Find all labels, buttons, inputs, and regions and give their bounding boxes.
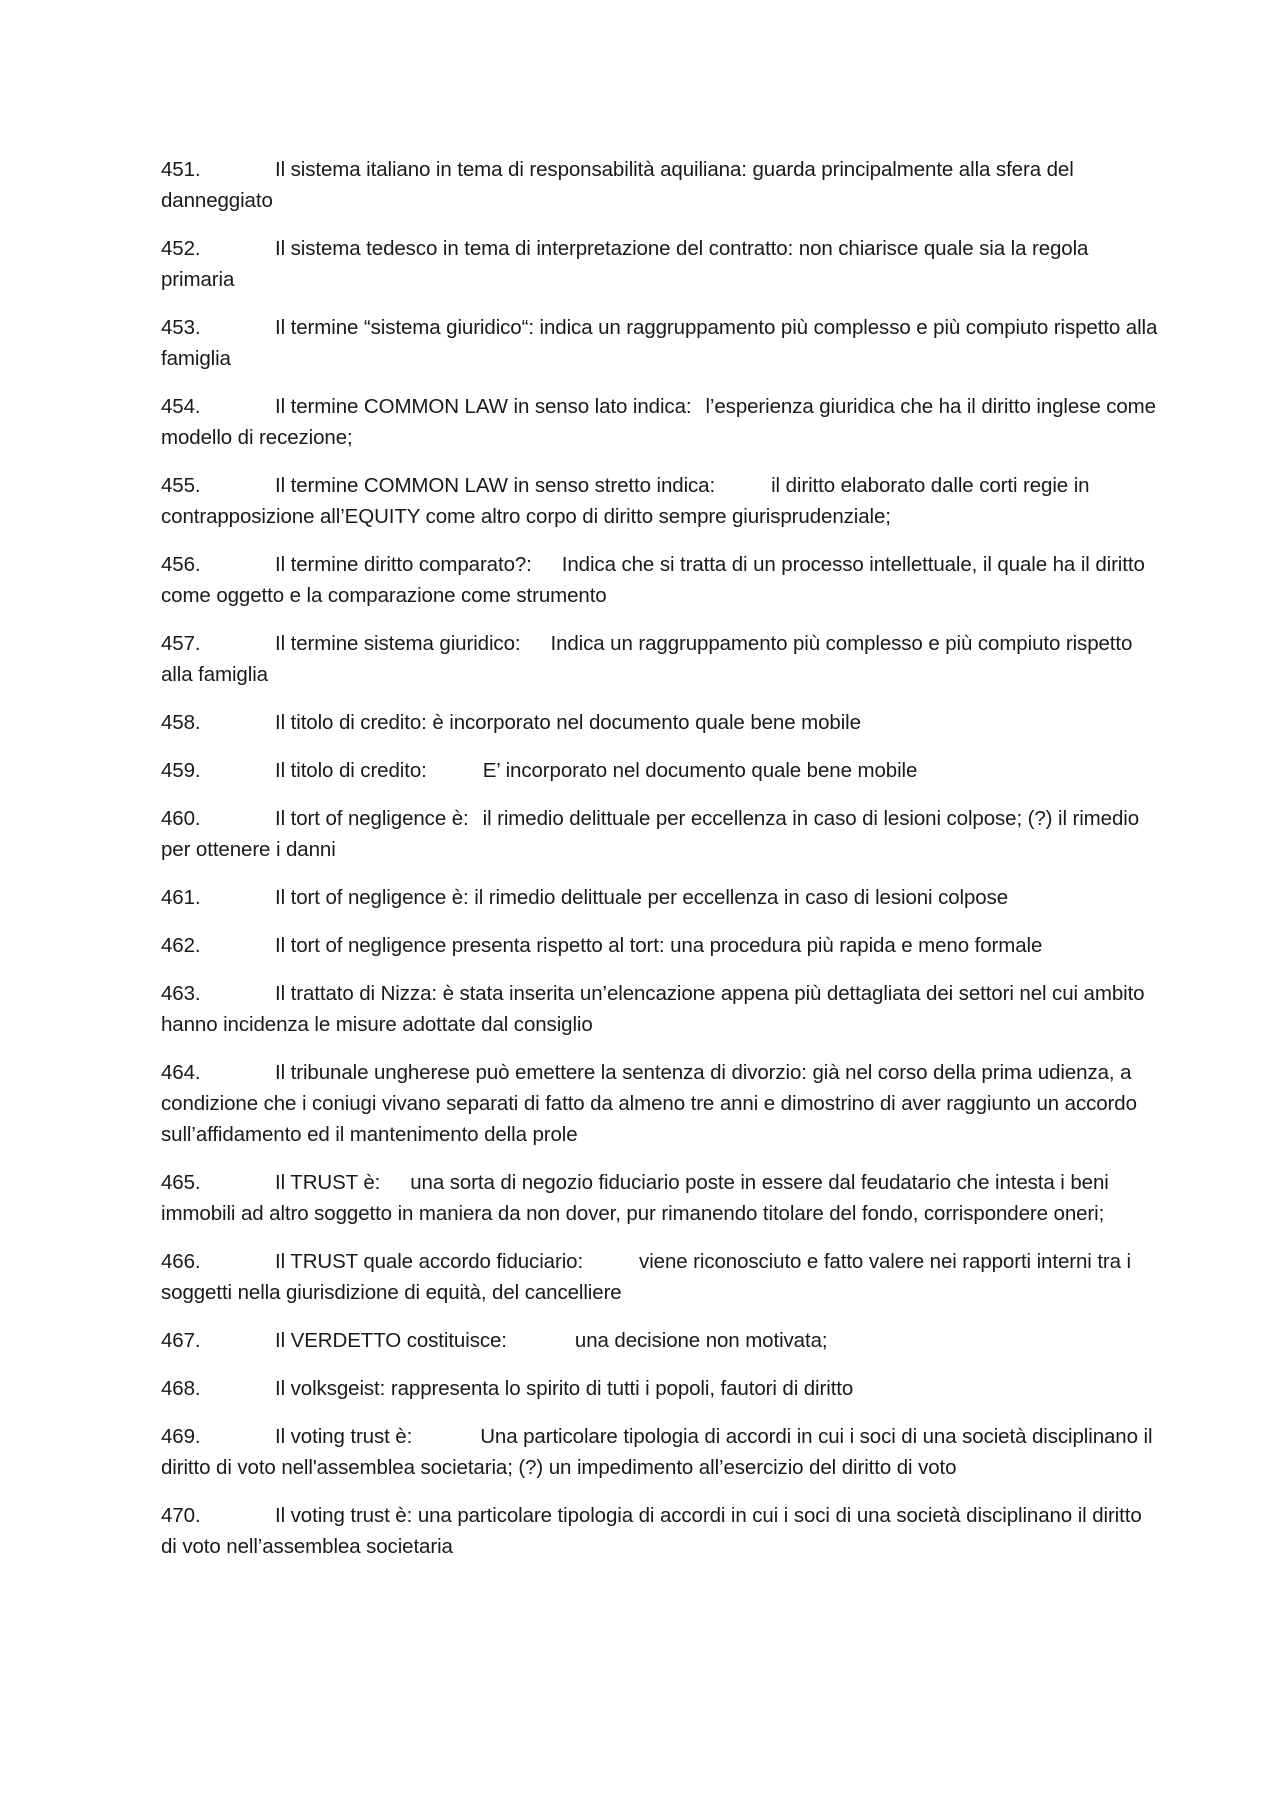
entry-number: 468. bbox=[161, 1377, 201, 1400]
entry-answer: viene riconosciuto e fatto valere nei rapporti interni tra i soggetti nella giurisdizione di equità, del cancelliere bbox=[161, 1250, 1132, 1304]
entry-question: Il volksgeist: bbox=[275, 1377, 386, 1400]
entry-number: 457. bbox=[161, 632, 201, 655]
entry-461 bbox=[161, 882, 1161, 913]
entry-question: Il tribunale ungherese può emettere la sentenza di divorzio: bbox=[275, 1061, 807, 1084]
entry-answer: non chiarisce quale sia la regola primaria bbox=[161, 237, 1089, 291]
entry-question: Il termine sistema giuridico: bbox=[275, 632, 521, 655]
entry-answer: una decisione non motivata; bbox=[574, 1329, 828, 1352]
entry-answer: l’esperienza giuridica che ha il diritto inglese come modello di recezione; bbox=[161, 395, 1156, 449]
entry-number: 461. bbox=[161, 886, 201, 909]
entry-462 bbox=[161, 930, 1161, 961]
entry-answer: una procedura più rapida e meno formale bbox=[670, 934, 1043, 957]
entry-451 bbox=[161, 154, 1161, 216]
entry-question: Il termine diritto comparato?: bbox=[275, 553, 532, 576]
entry-answer: una particolare tipologia di accordi in cui i soci di una società disciplinano il diritto di voto nell’assemblea societaria bbox=[161, 1504, 1142, 1558]
entry-number: 451. bbox=[161, 158, 201, 181]
entry-465 bbox=[161, 1167, 1161, 1229]
entry-question: Il termine COMMON LAW in senso stretto indica: bbox=[275, 474, 716, 497]
entry-answer: già nel corso della prima udienza, a condizione che i coniugi vivano separati di fatto da almeno tre anni e dimostrino di aver raggiunto un accordo sull’affidamento ed il mantenimento della prole bbox=[161, 1061, 1137, 1146]
entry-answer: il rimedio delittuale per eccellenza in caso di lesioni colpose bbox=[474, 886, 1009, 909]
entry-number: 452. bbox=[161, 237, 201, 260]
entry-number: 453. bbox=[161, 316, 201, 339]
entry-question: Il TRUST quale accordo fiduciario: bbox=[275, 1250, 584, 1273]
entry-number: 466. bbox=[161, 1250, 201, 1273]
entry-number: 465. bbox=[161, 1171, 201, 1194]
entry-number: 464. bbox=[161, 1061, 201, 1084]
entry-number: 455. bbox=[161, 474, 201, 497]
entry-number: 463. bbox=[161, 982, 201, 1005]
entry-question: Il titolo di credito: bbox=[275, 711, 427, 734]
entry-453 bbox=[161, 312, 1161, 374]
entry-question: Il TRUST è: bbox=[275, 1171, 381, 1194]
entry-answer: il diritto elaborato dalle corti regie in contrapposizione all’EQUITY come altro corpo di diritto sempre giurisprudenziale; bbox=[161, 474, 1090, 528]
entry-answer: E’ incorporato nel documento quale bene mobile bbox=[482, 759, 918, 782]
entry-answer: il rimedio delittuale per eccellenza in caso di lesioni colpose; (?) il rimedio per ottenere i danni bbox=[161, 807, 1140, 861]
document-page bbox=[161, 154, 1161, 1579]
entry-answer: rappresenta lo spirito di tutti i popoli, fautori di diritto bbox=[390, 1377, 854, 1400]
entry-question: Il voting trust è: bbox=[275, 1504, 413, 1527]
entry-467 bbox=[161, 1325, 1161, 1356]
entry-464 bbox=[161, 1057, 1161, 1150]
entry-question: Il tort of negligence è: bbox=[275, 886, 469, 909]
entry-466 bbox=[161, 1246, 1161, 1308]
entry-question: Il tort of negligence presenta rispetto al tort: bbox=[275, 934, 665, 957]
entry-452 bbox=[161, 233, 1161, 295]
entry-number: 469. bbox=[161, 1425, 201, 1448]
entry-answer: guarda principalmente alla sfera del danneggiato bbox=[161, 158, 1074, 212]
entry-question: Il sistema italiano in tema di responsabilità aquiliana: bbox=[275, 158, 747, 181]
entry-question: Il VERDETTO costituisce: bbox=[275, 1329, 507, 1352]
entry-answer: indica un raggruppamento più complesso e più compiuto rispetto alla famiglia bbox=[161, 316, 1158, 370]
entry-number: 462. bbox=[161, 934, 201, 957]
entry-question: Il tort of negligence è: bbox=[275, 807, 469, 830]
entry-answer: Indica che si tratta di un processo intellettuale, il quale ha il diritto come oggetto e la comparazione come strumento bbox=[161, 553, 1145, 607]
entry-454 bbox=[161, 391, 1161, 453]
entry-answer: Una particolare tipologia di accordi in cui i soci di una società disciplinano il diritto di voto nell'assemblea societaria; (?) un impedimento all’esercizio del diritto di voto bbox=[161, 1425, 1153, 1479]
entry-470 bbox=[161, 1500, 1161, 1562]
entry-460 bbox=[161, 803, 1161, 865]
entry-answer: Indica un raggruppamento più complesso e più compiuto rispetto alla famiglia bbox=[161, 632, 1133, 686]
entry-468 bbox=[161, 1373, 1161, 1404]
entry-455 bbox=[161, 470, 1161, 532]
entry-question: Il termine COMMON LAW in senso lato indica: bbox=[275, 395, 692, 418]
entry-number: 467. bbox=[161, 1329, 201, 1352]
entry-question: Il titolo di credito: bbox=[275, 759, 427, 782]
entry-question: Il sistema tedesco in tema di interpretazione del contratto: bbox=[275, 237, 794, 260]
entry-question: Il trattato di Nizza: bbox=[275, 982, 437, 1005]
entry-number: 458. bbox=[161, 711, 201, 734]
entry-456 bbox=[161, 549, 1161, 611]
entry-458 bbox=[161, 707, 1161, 738]
entry-469 bbox=[161, 1421, 1161, 1483]
entry-number: 460. bbox=[161, 807, 201, 830]
entry-457 bbox=[161, 628, 1161, 690]
entry-answer: una sorta di negozio fiduciario poste in essere dal feudatario che intesta i beni immobili ad altro soggetto in maniera da non dover, pur rimanendo titolare del fondo, corrispondere oneri; bbox=[161, 1171, 1109, 1225]
entry-answer: è incorporato nel documento quale bene mobile bbox=[432, 711, 861, 734]
entry-number: 470. bbox=[161, 1504, 201, 1527]
entry-number: 459. bbox=[161, 759, 201, 782]
entry-answer: è stata inserita un’elencazione appena più dettagliata dei settori nel cui ambito hanno incidenza le misure adottate dal consiglio bbox=[161, 982, 1145, 1036]
entry-question: Il termine “sistema giuridico“: bbox=[275, 316, 534, 339]
entry-463 bbox=[161, 978, 1161, 1040]
entry-number: 456. bbox=[161, 553, 201, 576]
entry-question: Il voting trust è: bbox=[275, 1425, 413, 1448]
entry-number: 454. bbox=[161, 395, 201, 418]
entry-459 bbox=[161, 755, 1161, 786]
